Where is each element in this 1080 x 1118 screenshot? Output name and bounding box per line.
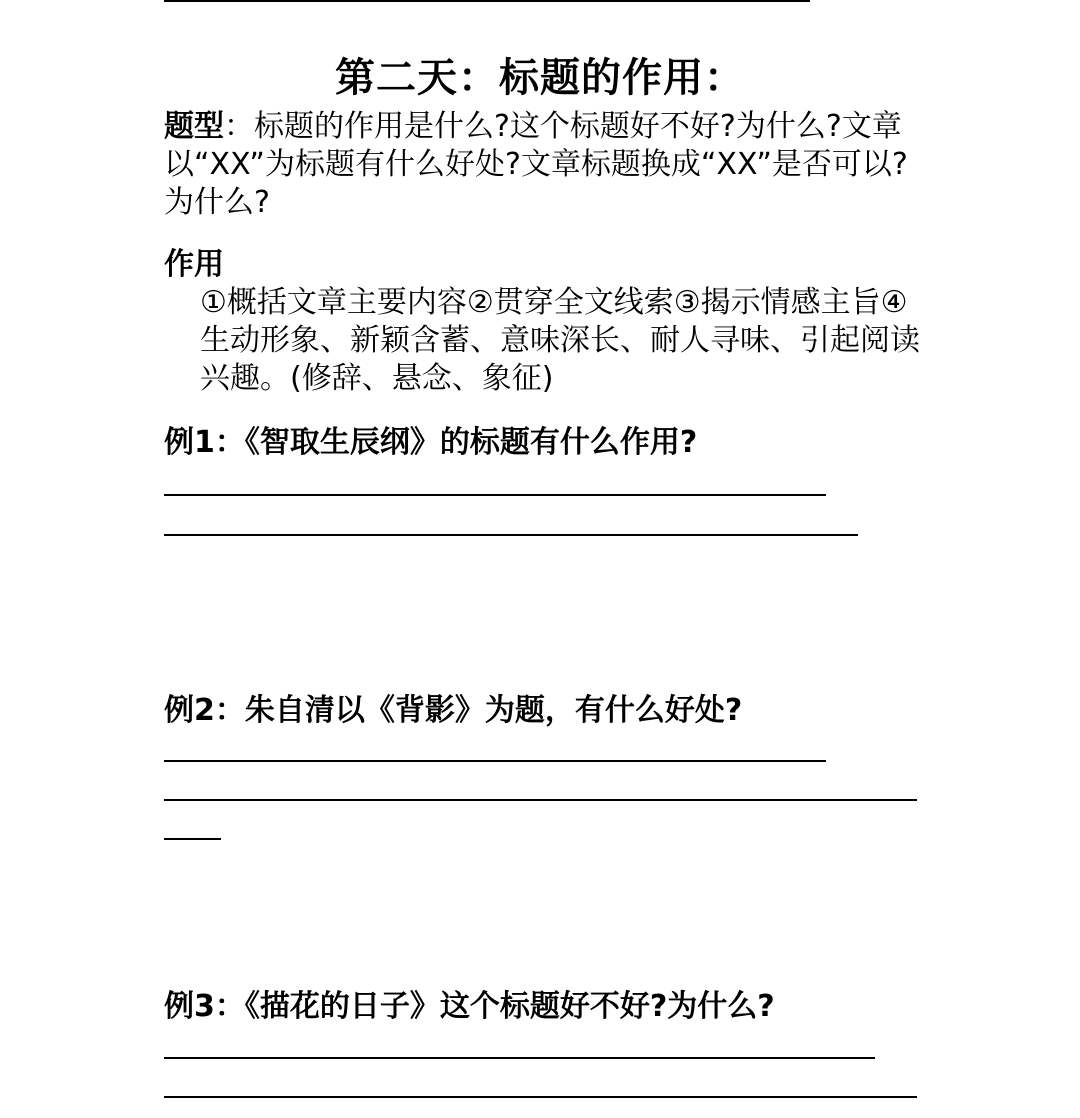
question-type-label: 题型: [164, 109, 224, 144]
question-type-colon: ：: [224, 109, 254, 144]
question-type-paragraph: [164, 108, 924, 222]
page-title: 第二天：标题的作用：: [335, 55, 745, 101]
example-2-question: 例2：朱自清以《背影》为题，有什么好处?: [164, 693, 743, 728]
answer-line: [164, 799, 917, 801]
example-3-question: 例3：《描花的日子》这个标题好不好?为什么?: [164, 989, 775, 1024]
question-type-text: 标题的作用是什么?这个标题好不好?为什么?文章以“XX”为标题有什么好处?文章标题换成“XX”是否可以?为什么?: [164, 109, 908, 220]
top-divider-line: [164, 0, 810, 2]
answer-line: [164, 838, 221, 840]
answer-line: [164, 760, 826, 762]
function-text: ①概括文章主要内容②贯穿全文线索③揭示情感主旨④生动形象、新颖含蓄、意味深长、耐人寻味、引起阅读兴趣。(修辞、悬念、象征): [200, 285, 920, 396]
answer-line: [164, 534, 858, 536]
function-heading: 作用: [164, 247, 224, 282]
answer-line: [164, 494, 826, 496]
function-paragraph: [164, 284, 924, 398]
answer-line: [164, 1057, 875, 1059]
answer-line: [164, 1096, 917, 1098]
example-1-question: 例1：《智取生辰纲》的标题有什么作用?: [164, 425, 698, 460]
